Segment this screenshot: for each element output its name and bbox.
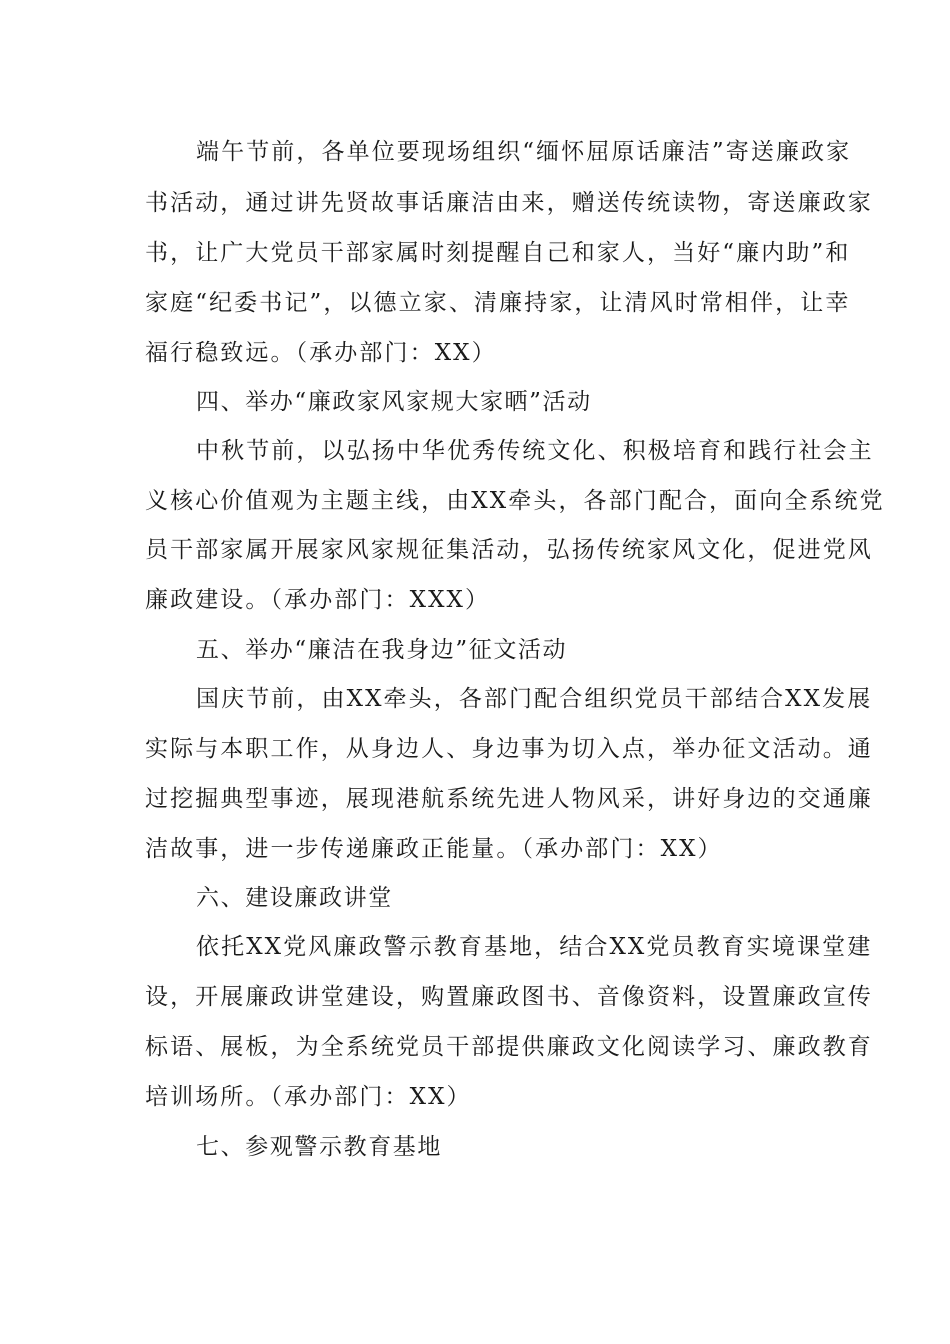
paragraph-national-day-line-4: 洁故事，进一步传递廉政正能量。（承办部门：XX）	[145, 836, 723, 862]
section-heading-6: 六、建设廉政讲堂	[196, 885, 393, 911]
paragraph-dragon-boat-line-2: 书活动，通过讲先贤故事话廉洁由来，赠送传统读物，寄送廉政家	[145, 190, 873, 216]
paragraph-mid-autumn-line-2: 义核心价值观为主题主线，由XX牵头，各部门配合，面向全系统党	[145, 488, 885, 514]
section-heading-5: 五、举办“廉洁在我身边”征文活动	[196, 637, 568, 663]
paragraph-national-day-line-1: 国庆节前，由XX牵头，各部门配合组织党员干部结合XX发展	[196, 686, 873, 712]
paragraph-mid-autumn-line-4: 廉政建设。（承办部门：XXX）	[145, 587, 491, 613]
paragraph-lecture-hall-line-1: 依托XX党风廉政警示教育基地，结合XX党员教育实境课堂建	[196, 934, 873, 960]
paragraph-mid-autumn-line-1: 中秋节前，以弘扬中华优秀传统文化、积极培育和践行社会主	[196, 438, 874, 464]
paragraph-dragon-boat-line-5: 福行稳致远。（承办部门：XX）	[145, 340, 497, 366]
paragraph-lecture-hall-line-2: 设，开展廉政讲堂建设，购置廉政图书、音像资料，设置廉政宣传	[145, 984, 873, 1010]
paragraph-dragon-boat-line-4: 家庭“纪委书记”，以德立家、清廉持家，让清风时常相伴，让幸	[145, 290, 851, 316]
paragraph-mid-autumn-line-3: 员干部家属开展家风家规征集活动，弘扬传统家风文化，促进党风	[145, 537, 873, 563]
paragraph-lecture-hall-line-4: 培训场所。（承办部门：XX）	[145, 1084, 472, 1110]
paragraph-national-day-line-3: 过挖掘典型事迹，展现港航系统先进人物风采，讲好身边的交通廉	[145, 786, 873, 812]
paragraph-national-day-line-2: 实际与本职工作，从身边人、身边事为切入点，举办征文活动。通	[145, 736, 873, 762]
section-heading-7: 七、参观警示教育基地	[196, 1134, 442, 1160]
paragraph-dragon-boat-line-3: 书，让广大党员干部家属时刻提醒自己和家人，当好“廉内助”和	[145, 240, 851, 266]
paragraph-lecture-hall-line-3: 标语、展板，为全系统党员干部提供廉政文化阅读学习、廉政教育	[145, 1034, 873, 1060]
paragraph-dragon-boat-line-1: 端午节前，各单位要现场组织“缅怀屈原话廉洁”寄送廉政家	[196, 139, 852, 165]
section-heading-4: 四、举办“廉政家风家规大家晒”活动	[196, 389, 592, 415]
